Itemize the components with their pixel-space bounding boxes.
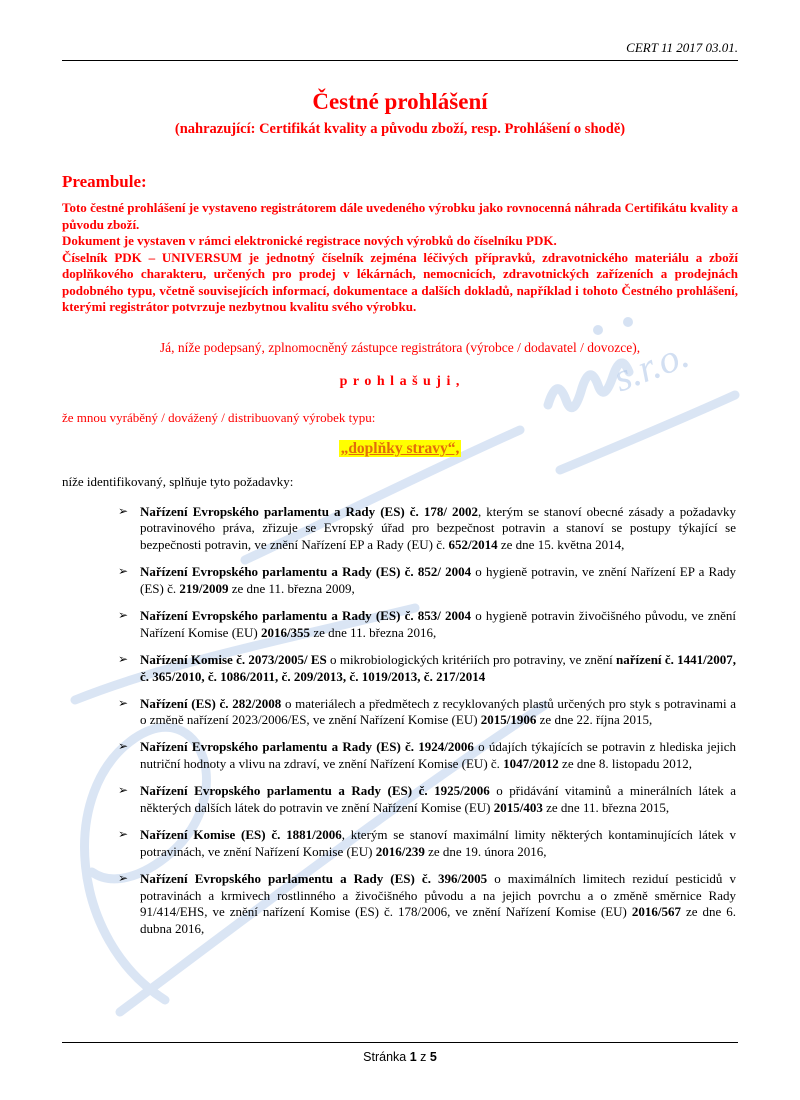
arrow-bullet-icon: ➢ <box>118 607 129 622</box>
preamble-paragraph-3: Číselník PDK – UNIVERSUM je jednotný číselník zejména léčivých přípravků, zdravotnického materiálu a zboží doplňkového charakteru, určených pro prodej v lékárnách, nemocnicích, zdravotnických zařízeních a prodejnách podobného typu, včetně souvisejících informací, dokumentace a dalších dokladů, například i tohoto Čestného prohlášení, kterými registrátor potvrzuje nezbytnou kvalitu svého výrobku. <box>62 249 738 314</box>
page-total: 5 <box>429 1050 437 1064</box>
arrow-bullet-icon: ➢ <box>118 503 129 518</box>
page-footer <box>62 1042 738 1064</box>
requirement-item <box>118 783 736 817</box>
requirement-text: Nařízení Evropského parlamentu a Rady (ES) č. 1924/2006 o údajích týkajících se potravin z hlediska jejich nutriční hodnoty a vlivu na zdraví, ve znění Nařízení Komise (EU) č. 1047/2012 ze dne 8. listopadu 2012, <box>140 739 736 772</box>
requirements-list <box>62 504 738 939</box>
requirement-text: Nařízení (ES) č. 282/2008 o materiálech a předmětech z recyklovaných plastů určených pro styk s potravinami a o změně nařízení 2023/2006/ES, ve znění Nařízení Komise (EU) 2015/1906 ze dne 22. října 2015, <box>140 695 736 728</box>
requirement-text: Nařízení Evropského parlamentu a Rady (ES) č. 1925/2006 o přidávání vitaminů a minerálních látek a některých dalších látek do potravin ve znění Nařízení Komise (EU) 2015/403 ze dne 11. března 2015, <box>140 783 737 815</box>
arrow-bullet-icon: ➢ <box>118 564 129 579</box>
requirement-item <box>118 696 736 730</box>
document-subtitle: (nahrazující: Certifikát kvality a původu zboží, resp. Prohlášení o shodě) <box>174 121 626 137</box>
requirement-text: Nařízení Evropského parlamentu a Rady (ES) č. 396/2005 o maximálních limitech reziduí pesticidů v potravinách a krmivech rostlinného a živočišného původu a na jejich povrchu a o změně směrnice Rady 91/414/EHS, ve znění nařízení Komise (ES) č. 178/2006, ve znění Nařízení Komise (EU) 2016/567 ze dne 6. dubna 2016, <box>140 870 736 937</box>
arrow-bullet-icon: ➢ <box>118 695 129 710</box>
page-label-separator: z <box>416 1050 430 1064</box>
requirement-text: Nařízení Komise č. 2073/2005/ ES o mikrobiologických kritériích pro potraviny, ve znění nařízení č. 1441/2007, č. 365/2010, č. 1086/2011, č. 209/2013, č. 1019/2013, č. 217/2014 <box>140 651 736 684</box>
declaration-intro: Já, níže podepsaný, zplnomocněný zástupce registrátora (výrobce / dodavatel / dovozce), <box>159 339 641 355</box>
page-header <box>62 40 738 61</box>
requirement-item <box>118 827 736 861</box>
arrow-bullet-icon: ➢ <box>118 870 129 885</box>
requirements-intro: níže identifikovaný, splňuje tyto požadavky: <box>62 473 294 489</box>
requirement-text: Nařízení Komise (ES) č. 1881/2006, kterým se stanoví maximální limity některých kontaminujících látek v potravinách, ve znění Nařízení Komise (EU) 2016/239 ze dne 19. února 2016, <box>140 826 736 859</box>
declaration-verb: p r o h l a š u j i , <box>339 373 461 389</box>
requirement-text: Nařízení Evropského parlamentu a Rady (ES) č. 852/ 2004 o hygieně potravin, ve znění Nařízení EP a Rady (ES) č. 219/2009 ze dne 11. března 2009, <box>140 564 737 597</box>
requirement-item <box>118 871 736 939</box>
requirement-item <box>118 564 736 598</box>
requirement-item <box>118 608 736 642</box>
arrow-bullet-icon: ➢ <box>118 739 129 754</box>
page-number: 1 <box>409 1050 417 1064</box>
requirement-text: Nařízení Evropského parlamentu a Rady (ES) č. 853/ 2004 o hygieně potravin živočišného původu, ve znění Nařízení Komise (EU) 2016/355 ze dne 11. března 2016, <box>140 607 736 640</box>
arrow-bullet-icon: ➢ <box>118 826 129 841</box>
watermark-text: s.r.o. <box>607 330 695 401</box>
product-line: že mnou vyráběný / dovážený / distribuovaný výrobek typu: <box>62 409 376 425</box>
preamble-heading: Preambule: <box>62 172 147 191</box>
product-type-highlight: „doplňky stravy“, <box>340 439 460 457</box>
preamble-paragraph-1: Toto čestné prohlášení je vystaveno registrátorem dále uvedeného výrobku jako rovnocenná náhrada Certifikátu kvality a původu zboží. <box>62 200 738 232</box>
requirement-item <box>118 739 736 773</box>
preamble-paragraph-2: Dokument je vystaven v rámci elektronické registrace nových výrobků do číselníku PDK. <box>62 233 557 248</box>
doc-code: CERT 11 2017 03.01. <box>626 40 738 55</box>
requirement-item <box>118 652 736 686</box>
page-label-prefix: Stránka <box>363 1050 410 1064</box>
document-title: Čestné prohlášení <box>312 89 488 114</box>
product-type-row <box>62 440 738 458</box>
requirement-text: Nařízení Evropského parlamentu a Rady (ES) č. 178/ 2002, kterým se stanoví obecné zásady a požadavky potravinového práva, zřizuje se Evropský úřad pro bezpečnost potravin a stanoví se postupy týkající se bezpečnosti potravin, ve znění Nařízení EP a Rady (EU) č. 652/2014 ze dne 15. května 2014, <box>140 503 737 553</box>
arrow-bullet-icon: ➢ <box>118 651 129 666</box>
arrow-bullet-icon: ➢ <box>118 783 129 798</box>
requirement-item <box>118 504 736 555</box>
